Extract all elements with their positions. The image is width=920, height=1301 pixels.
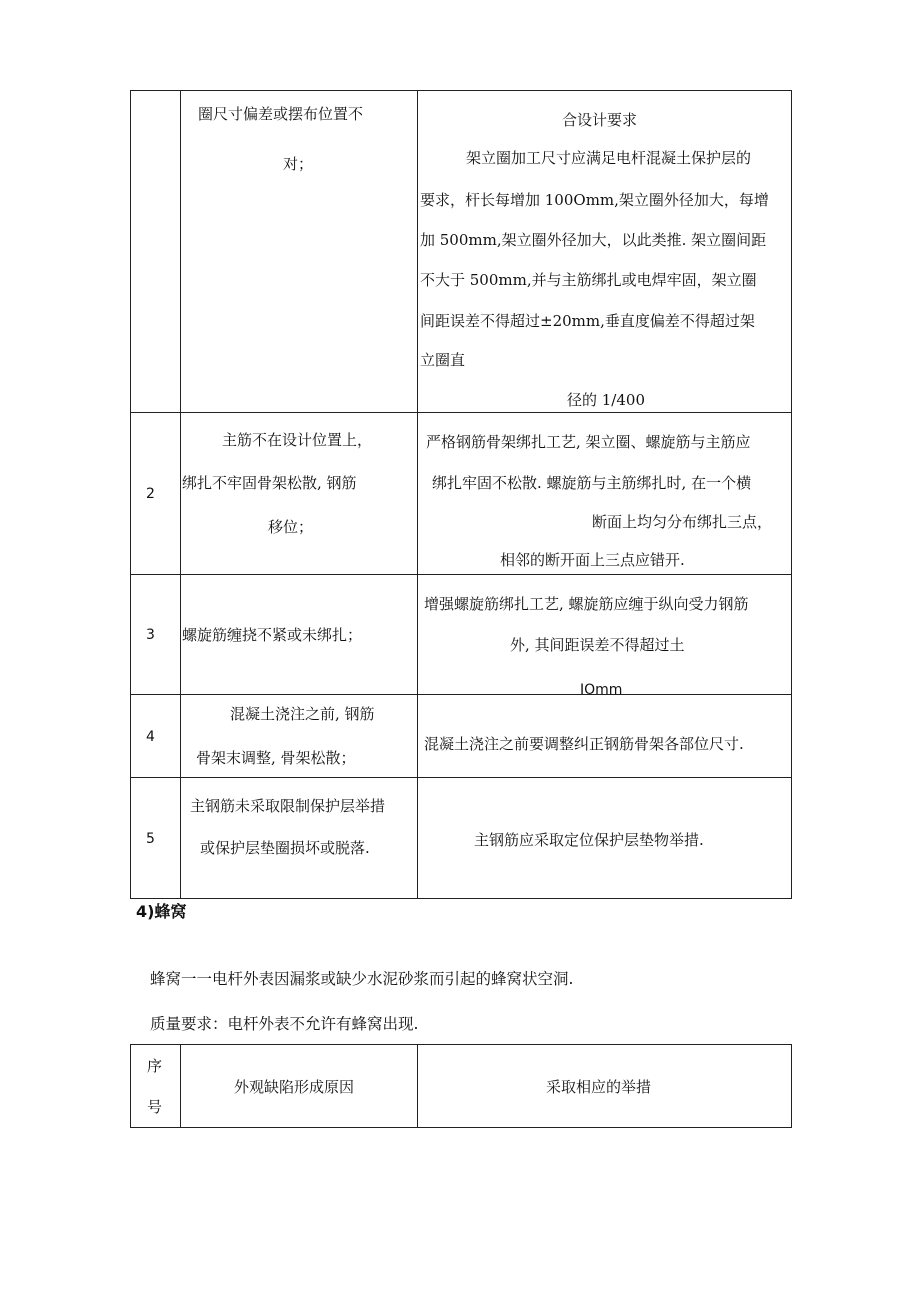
cause-cell-line: 移位； bbox=[268, 518, 314, 536]
measure-cell-line: IOmm bbox=[580, 682, 623, 694]
row-number: 3 bbox=[146, 627, 155, 643]
cause-cell-line: 螺旋筋缠挠不紧或未绑扎； bbox=[182, 626, 363, 644]
measure-cell-line: 断面上均匀分布绑扎三点， bbox=[592, 513, 773, 531]
cause-cell-line: 或保护层垫圈损坏或脱落. bbox=[200, 839, 370, 857]
measure-cell-line: 主钢筋应采取定位保护层垫物举措. bbox=[474, 831, 704, 849]
measure-cell-line: 混凝土浇注之前要调整纠正钢筋骨架各部位尺寸. bbox=[424, 735, 744, 753]
measure-cell-line: 合设计要求 bbox=[562, 111, 638, 129]
table-border-bottom bbox=[130, 1127, 792, 1128]
measure-cell-line: 外, 其间距误差不得超过土 bbox=[510, 636, 685, 654]
quality-requirement-text: 质量要求：电杆外表不允许有蜂窝出现. bbox=[150, 1015, 419, 1033]
column-divider bbox=[180, 90, 181, 899]
table-border-bottom bbox=[130, 898, 792, 899]
row-number: 2 bbox=[146, 486, 155, 502]
measure-cell-line: 增强螺旋筋绑扎工艺, 螺旋筋应缠于纵向受力钢筋 bbox=[424, 595, 749, 613]
row-divider bbox=[130, 694, 792, 695]
definition-text: 蜂窝一一电杆外表因漏浆或缺少水泥砂浆而引起的蜂窝状空洞. bbox=[150, 970, 574, 988]
table-border-left bbox=[130, 1044, 131, 1128]
measure-cell-line: 绑扎牢固不松散. 螺旋筋与主筋绑扎时, 在一个横 bbox=[432, 474, 752, 492]
table-border-right bbox=[791, 90, 792, 899]
section-heading: 4)蜂窝 bbox=[136, 902, 187, 921]
row-divider bbox=[130, 777, 792, 778]
measure-cell-line: 架立圈加工尺寸应满足电杆混凝土保护层的 bbox=[466, 149, 752, 167]
header-cause: 外观缺陷形成原因 bbox=[234, 1078, 355, 1096]
column-divider bbox=[417, 1044, 418, 1128]
cause-cell-line: 绑扎不牢固骨架松散, 钢筋 bbox=[182, 474, 357, 492]
measure-cell-line: 径的 1/400 bbox=[567, 391, 645, 409]
cause-cell-line: 对； bbox=[283, 155, 314, 173]
measure-cell-line: 要求，杆长每增加 100Omm,架立圈外径加大，每增 bbox=[420, 191, 769, 209]
measure-cell-line: 相邻的断开面上三点应错开. bbox=[500, 551, 685, 569]
column-divider bbox=[180, 1044, 181, 1128]
cause-cell-line: 主筋不在设计位置上， bbox=[222, 431, 373, 449]
cause-cell-line: 主钢筋未采取限制保护层举措 bbox=[190, 797, 386, 815]
header-no: 号 bbox=[147, 1098, 163, 1116]
measure-cell-line: 间距误差不得超过±20mm,垂直度偏差不得超过架 bbox=[420, 312, 755, 330]
row-number: 5 bbox=[146, 831, 155, 847]
column-divider bbox=[417, 90, 418, 899]
cause-cell-line: 混凝土浇注之前, 钢筋 bbox=[230, 705, 375, 723]
measure-cell-line: 立圈直 bbox=[420, 351, 466, 369]
header-no: 序 bbox=[147, 1057, 163, 1075]
table-border-left bbox=[130, 90, 131, 899]
table-border-top bbox=[130, 90, 792, 91]
row-divider bbox=[130, 412, 792, 413]
row-number: 4 bbox=[146, 729, 155, 745]
measure-cell-line: 加 500mm,架立圈外径加大，以此类推. 架立圈间距 bbox=[420, 231, 767, 249]
measure-cell-line: 严格钢筋骨架绑扎工艺, 架立圈、螺旋筋与主筋应 bbox=[426, 433, 751, 451]
measure-cell-line: 不大于 500mm,并与主筋绑扎或电焊牢固，架立圈 bbox=[420, 271, 757, 289]
cause-cell-line: 圈尺寸偏差或摆布位置不 bbox=[198, 105, 364, 123]
row-divider bbox=[130, 574, 792, 575]
header-measure: 采取相应的举措 bbox=[546, 1078, 652, 1096]
table-border-right bbox=[791, 1044, 792, 1128]
cause-cell-line: 骨架末调整, 骨架松散； bbox=[196, 749, 356, 767]
table-border-top bbox=[130, 1044, 792, 1045]
